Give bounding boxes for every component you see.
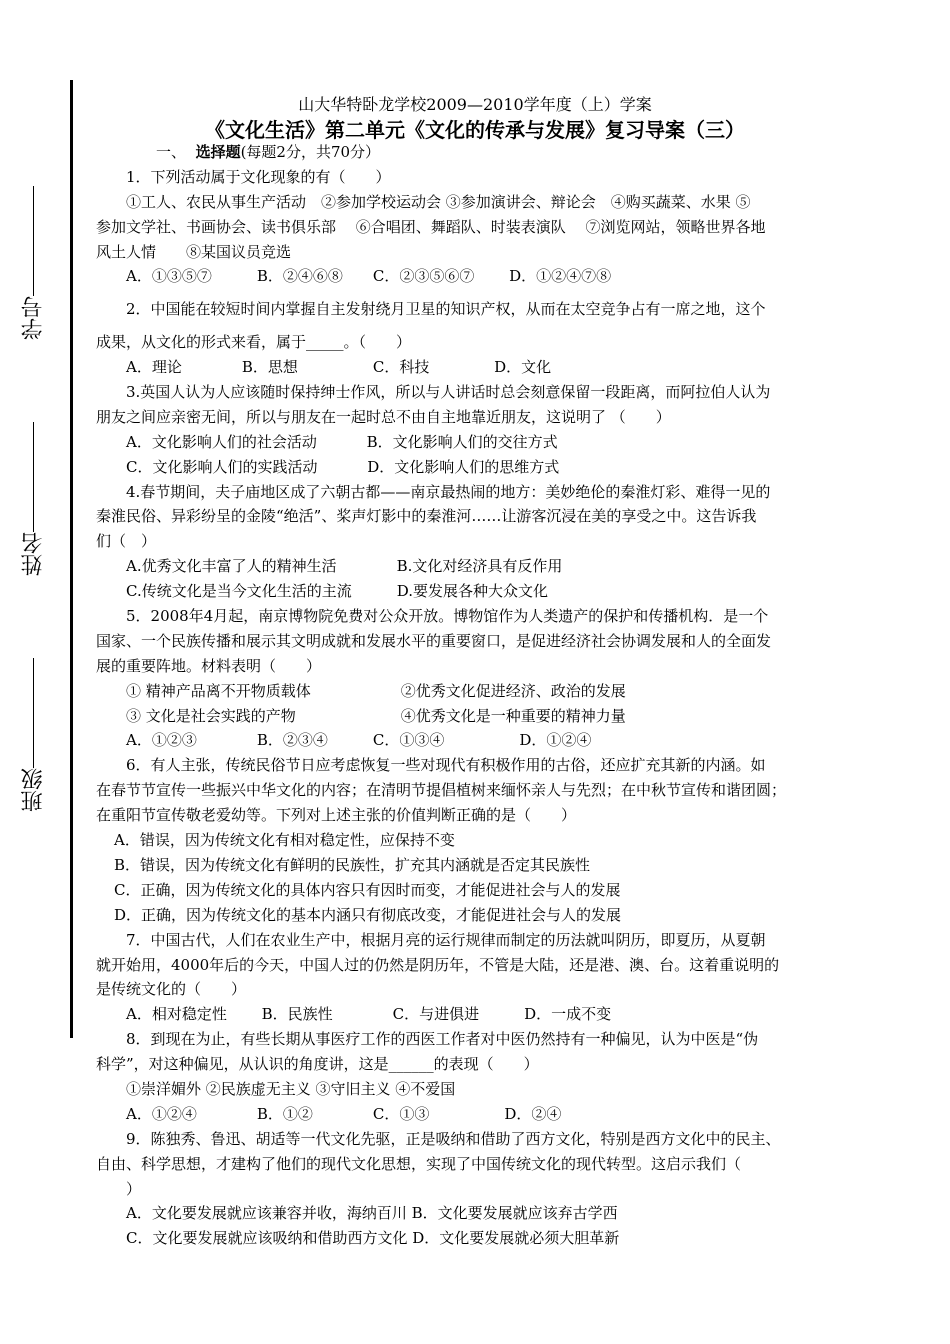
answer-options: A．①②③ B．②③④ C．①③④ D．①②④: [126, 731, 592, 750]
question-line: 在春节节宣传一些振兴中华文化的内容；在清明节提倡植树来缅怀亲人与先烈；在中秋节宣传和谐团圆；: [96, 781, 787, 800]
answer-option: A．错误，因为传统文化有相对稳定性，应保持不变: [114, 831, 455, 850]
answer-options: A．理论 B．思想 C．科技 D．文化: [126, 358, 552, 377]
question-line: 5．2008年4月起，南京博物院免费对公众开放。博物馆作为人类遗产的保护和传播机构．是一个: [126, 607, 769, 626]
class-blank: [34, 658, 35, 768]
question-line: 是传统文化的（ ）: [96, 980, 247, 999]
school-header: 山大华特卧龙学校2009—2010学年度（上）学案: [298, 95, 652, 114]
document-body: [96, 140, 866, 1251]
statement-options: ①崇洋媚外 ②民族虚无主义 ③守旧主义 ④不爱国: [126, 1079, 456, 1098]
question-line: 在重阳节宣传敬老爱幼等。下列对上述主张的价值判断正确的是（ ）: [96, 806, 577, 825]
answer-options: A．相对稳定性 B．民族性 C．与进俱进 D．一成不变: [126, 1005, 612, 1024]
question-line: 科学”，对这种偏见，从认识的角度讲，这是______的表现（ ）: [96, 1055, 539, 1074]
answer-option: B．错误，因为传统文化有鲜明的民族性，扩充其内涵就是否定其民族性: [114, 855, 591, 874]
question-line: 4.春节期间，夫子庙地区成了六朝古都——南京最热闹的地方：美妙绝伦的秦淮灯彩、难得一见的: [126, 482, 771, 501]
answer-options: C．文化要发展就应该吸纳和借助西方文化 D．文化要发展就必须大胆革新: [126, 1229, 620, 1248]
student-id-blank: [34, 186, 35, 296]
binding-line: [70, 80, 73, 1038]
section-name: 选择题: [195, 143, 241, 161]
question-line: ①工人、农民从事生产活动 ②参加学校运动会 ③参加演讲会、辩论会 ④购买蔬菜、水果 ⑤: [126, 192, 751, 211]
answer-options: A．文化要发展就应该兼容并收，海纳百川 B．文化要发展就应该弃古学西: [126, 1204, 618, 1223]
name-text: 姓名: [21, 532, 46, 576]
answer-options: A．文化影响人们的社会活动 B．文化影响人们的交往方式: [126, 432, 558, 451]
student-id-text: 学号: [21, 296, 46, 340]
name-blank: [34, 422, 35, 532]
name-label: [14, 418, 54, 576]
question-line: 成果，从文化的形式来看，属于_____。（ ）: [96, 333, 412, 352]
question-line: ）: [126, 1179, 142, 1198]
page-title: 《文化生活》第二单元《文化的传承与发展》复习导案（三）: [205, 118, 745, 142]
statement-options: ① 精神产品离不开物质载体 ②优秀文化促进经济、政治的发展: [126, 681, 626, 700]
answer-options: A．①③⑤⑦ B．②④⑥⑧ C．②③⑤⑥⑦ D．①②④⑦⑧: [126, 267, 612, 286]
question-line: 风土人情 ⑧某国议员竞选: [96, 242, 292, 261]
answer-option: D．正确，因为传统文化的基本内涵只有彻底改变，才能促进社会与人的发展: [114, 905, 622, 924]
question-line: 9．陈独秀、鲁迅、胡适等一代文化先驱，正是吸纳和借助了西方文化，特别是西方文化中的民主、: [126, 1129, 781, 1148]
section-note: (每题2分，共70分）: [240, 143, 381, 161]
question-line: 们（ ）: [96, 532, 157, 551]
question-line: 8．到现在为止，有些长期从事医疗工作的西医工作者对中医仍然持有一种偏见，认为中医是“伪: [126, 1030, 759, 1049]
statement-options: ③ 文化是社会实践的产物 ④优秀文化是一种重要的精神力量: [126, 706, 626, 725]
answer-option: C．正确，因为传统文化的具体内容只有因时而变，才能促进社会与人的发展: [114, 880, 621, 899]
section-heading: [96, 140, 866, 165]
question-line: 朋友之间应亲密无间，所以与朋友在一起时总不由自主地靠近朋友，这说明了 （ ）: [96, 407, 671, 426]
student-id-label: [14, 182, 54, 340]
question-line: 自由、科学思想，才建构了他们的现代文化思想，实现了中国传统文化的现代转型。这启示我们（: [96, 1154, 742, 1173]
answer-options: A.优秀文化丰富了人的精神生活 B.文化对经济具有反作用: [126, 557, 563, 576]
class-label: [14, 654, 54, 812]
question-line: 展的重要阵地。材料表明（ ）: [96, 656, 322, 675]
question-line: 参加文学社、书画协会、读书俱乐部 ⑥合唱团、舞蹈队、时装表演队 ⑦浏览网站，领略世界各地: [96, 217, 766, 236]
section-number: 一、: [156, 143, 187, 161]
question-line: 2．中国能在较短时间内掌握自主发射绕月卫星的知识产权，从而在太空竞争占有一席之地，这个: [126, 300, 766, 319]
question-line: 3.英国人认为人应该随时保持绅士作风，所以与人讲话时总会刻意保留一段距离，而阿拉伯人认为: [126, 383, 771, 402]
question-line: 6．有人主张，传统民俗节日应考虑恢复一些对现代有积极作用的古俗，还应扩充其新的内涵。如: [126, 756, 766, 775]
answer-options: C．文化影响人们的实践活动 D．文化影响人们的思维方式: [126, 457, 560, 476]
class-text: 班级: [21, 768, 46, 812]
question-line: 国家、一个民族传播和展示其文明成就和发展水平的重要窗口，是促进经济社会协调发展和人的全面发: [96, 631, 772, 650]
question-line: 7．中国古代，人们在农业生产中，根据月亮的运行规律而制定的历法就叫阴历，即夏历，从夏朝: [126, 930, 766, 949]
question-line: 就开始用，4000年后的今天，中国人过的仍然是阴历年，不管是大陆，还是港、澳、台。这着重说明的: [96, 955, 780, 974]
answer-options: A．①②④ B．①② C．①③ D．②④: [126, 1104, 562, 1123]
answer-options: C.传统文化是当今文化生活的主流 D.要发展各种大众文化: [126, 582, 548, 601]
question-line: 秦淮民俗、异彩纷呈的金陵“绝活”、桨声灯影中的秦淮河……让游客沉浸在美的享受之中。这告诉我: [96, 507, 757, 526]
question-line: 1．下列活动属于文化现象的有（ ）: [126, 167, 391, 186]
